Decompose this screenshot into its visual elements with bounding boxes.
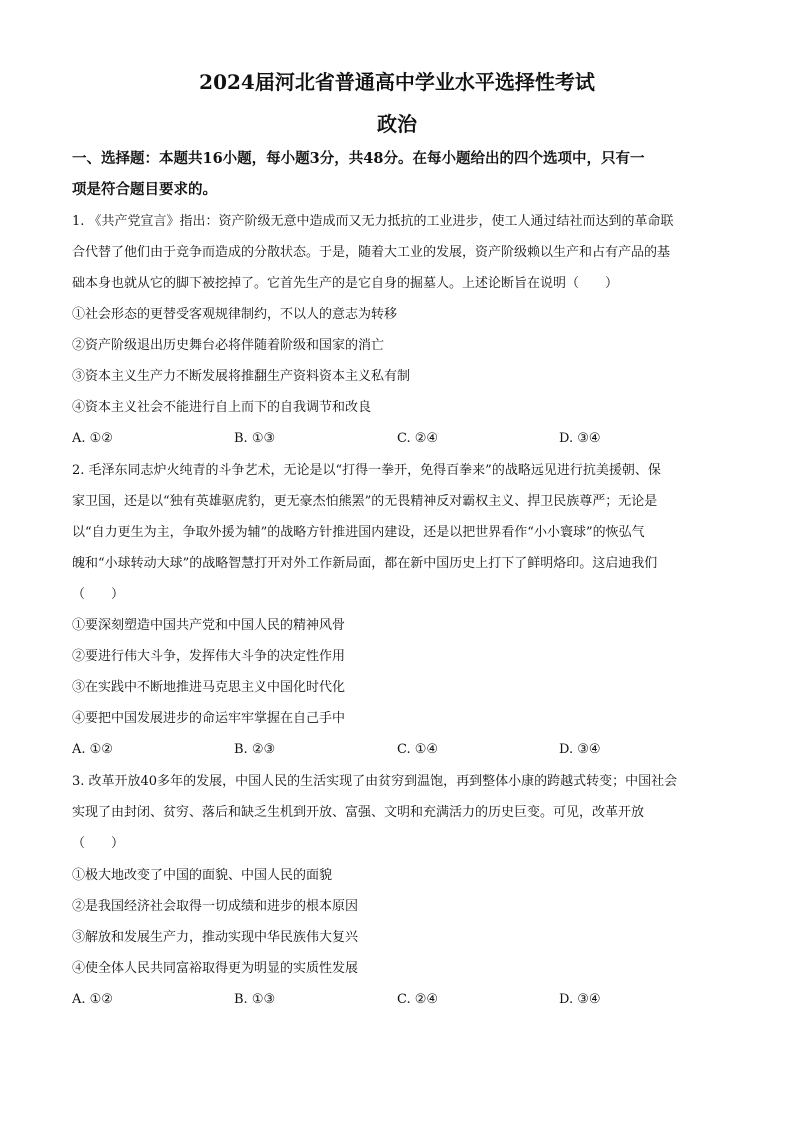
option-b: B. ②③ [234,742,276,757]
question-2-statement: ③在实践中不断地推进马克思主义中国化时代化 [72,680,346,695]
question-1-stem-line: 1. 《共产党宣言》指出：资产阶级无意中造成而又无力抵抗的工业进步，使工人通过结社而达到的革命联 [72,214,674,229]
question-1-statement: ③资本主义生产力不断发展将推翻生产资料资本主义私有制 [72,369,411,384]
option-a: A. ①② [72,742,113,757]
question-1-statement: ①社会形态的更替受客观规律制约，不以人的意志为转移 [72,307,398,322]
option-c: C. ②④ [397,431,439,446]
option-d: D. ③④ [559,992,601,1007]
section-instruction-line: 项是符合题目要求的。 [72,181,217,198]
option-d: D. ③④ [559,742,601,757]
question-1-statement: ②资产阶级退出历史舞台必将伴随着阶级和国家的消亡 [72,338,385,353]
question-3-stem-line: （ ） [72,836,125,851]
question-2-stem-line: （ ） [72,587,125,602]
question-1-statement: ④资本主义社会不能进行自上而下的自我调节和改良 [72,400,372,415]
question-2-statement: ①要深刻塑造中国共产党和中国人民的精神风骨 [72,618,346,633]
question-3-options [72,991,722,1009]
option-b: B. ①③ [234,431,276,446]
question-1-options [72,430,722,448]
question-2-statement: ②要进行伟大斗争，发挥伟大斗争的决定性作用 [72,649,346,664]
subject-title: 政治 [377,112,417,136]
exam-title: 2024届河北省普通高中学业水平选择性考试 [199,70,595,94]
question-3-statement: ④使全体人民共同富裕取得更为明显的实质性发展 [72,961,359,976]
question-1-stem-line: 合代替了他们由于竞争而造成的分散状态。于是，随着大工业的发展，资产阶级赖以生产和占有产品的基 [72,245,671,260]
question-2-options [72,741,722,759]
question-2-stem-line: 以“自力更生为主，争取外援为辅”的战略方针推进国内建设，还是以把世界看作“小小寰球”的恢弘气 [72,525,645,540]
question-3-stem-line: 3. 改革开放40多年的发展，中国人民的生活实现了由贫穷到温饱，再到整体小康的跨越式转变；中国社会 [72,774,678,789]
option-c: C. ①④ [397,742,439,757]
option-a: A. ①② [72,431,113,446]
option-c: C. ②④ [397,992,439,1007]
question-2-stem-line: 魄和“小球转动大球”的战略智慧打开对外工作新局面，都在新中国历史上打下了鲜明烙印。这启迪我们 [72,556,658,571]
question-3-stem-line: 实现了由封闭、贫穷、落后和缺乏生机到开放、富强、文明和充满活力的历史巨变。可见，改革开放 [72,805,645,820]
question-2-stem-line: 家卫国，还是以“独有英雄驱虎豹，更无豪杰怕熊罴”的无畏精神反对霸权主义、捍卫民族尊严；无论是 [72,494,658,509]
question-3-statement: ②是我国经济社会取得一切成绩和进步的根本原因 [72,899,359,914]
question-2-statement: ④要把中国发展进步的命运牢牢掌握在自己手中 [72,711,346,726]
question-1-stem-line: 础本身也就从它的脚下被挖掉了。它首先生产的是它自身的掘墓人。上述论断旨在说明（ ） [72,276,619,291]
option-a: A. ①② [72,992,113,1007]
option-b: B. ①③ [234,992,276,1007]
question-3-statement: ③解放和发展生产力，推动实现中华民族伟大复兴 [72,930,359,945]
section-instruction-line: 一、选择题：本题共16小题，每小题3分，共48分。在每小题给出的四个选项中，只有一 [72,150,645,167]
option-d: D. ③④ [559,431,601,446]
question-3-statement: ①极大地改变了中国的面貌、中国人民的面貌 [72,868,333,883]
question-2-stem-line: 2. 毛泽东同志炉火纯青的斗争艺术，无论是以“打得一拳开，免得百拳来”的战略远见进行抗美援朝、保 [72,463,661,478]
